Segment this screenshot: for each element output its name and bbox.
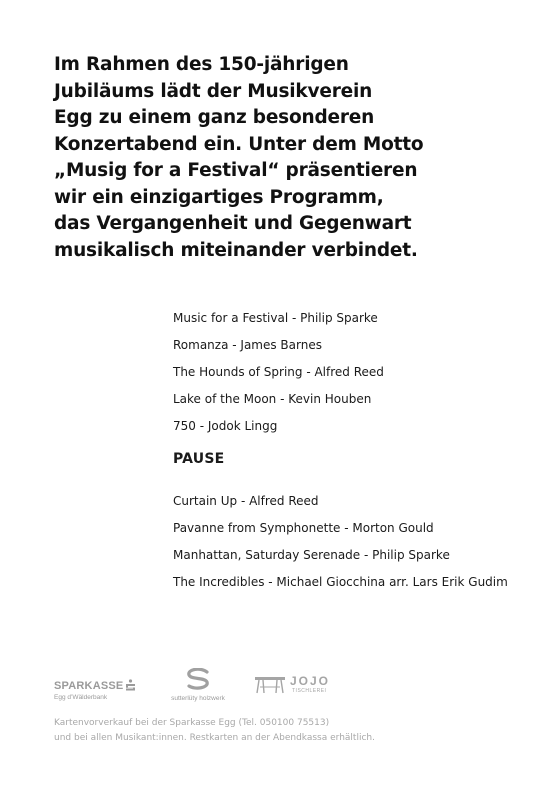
program-item: Romanza - James Barnes bbox=[173, 338, 322, 352]
program-item: Music for a Festival - Philip Sparke bbox=[173, 311, 378, 325]
sutterluety-logo bbox=[166, 668, 230, 702]
ticket-info-line: und bei allen Musikant:innen. Restkarten an der Abendkassa erhältlich. bbox=[54, 733, 375, 743]
intro-line: wir ein einzigartiges Programm, bbox=[54, 186, 384, 208]
intro-line: Egg zu einem ganz besonderen bbox=[54, 107, 375, 128]
program-item: 750 - Jodok Lingg bbox=[173, 419, 278, 433]
jojo-name: JOJO bbox=[290, 674, 331, 688]
sparkasse-s-icon bbox=[125, 676, 136, 695]
sutterluety-s-logo-icon bbox=[183, 675, 213, 694]
program-item: Manhattan, Saturday Serenade - Philip Sparke bbox=[173, 548, 450, 562]
intro-line: das Vergangenheit und Gegenwart bbox=[54, 213, 412, 234]
sparkasse-logo bbox=[54, 676, 136, 701]
workbench-icon bbox=[254, 676, 286, 698]
intro-text bbox=[54, 52, 524, 264]
sparkasse-name: SPARKASSE bbox=[54, 679, 124, 692]
ticket-info bbox=[54, 716, 375, 746]
program-item: The Incredibles - Michael Giocchina arr. Lars Erik Gudim bbox=[173, 575, 508, 589]
intro-line: Konzertabend ein. Unter dem Motto bbox=[54, 133, 424, 155]
intro-line: „Musig for a Festival“ präsentieren bbox=[54, 160, 418, 181]
intro-line: Im Rahmen des 150-jährigen bbox=[54, 54, 349, 75]
program-item: Curtain Up - Alfred Reed bbox=[173, 494, 319, 508]
sutterluety-name: sutterlüty holzwerk bbox=[171, 695, 225, 702]
program-item: Pavanne from Symphonette - Morton Gould bbox=[173, 521, 434, 535]
intro-line: Jubiläums lädt der Musikverein bbox=[54, 80, 373, 102]
program-item: The Hounds of Spring - Alfred Reed bbox=[173, 365, 384, 379]
program-list bbox=[173, 308, 543, 599]
jojo-subtitle: TISCHLEREI bbox=[292, 688, 327, 694]
ticket-info-line: Kartenvorverkauf bei der Sparkasse Egg (Tel. 050100 75513) bbox=[54, 718, 330, 728]
sponsor-logos bbox=[54, 668, 374, 708]
intro-line: musikalisch miteinander verbindet. bbox=[54, 239, 418, 261]
pause-heading: PAUSE bbox=[173, 451, 225, 467]
sparkasse-subtitle: Egg d’Wälderbank bbox=[54, 694, 108, 701]
program-item: Lake of the Moon - Kevin Houben bbox=[173, 392, 372, 406]
